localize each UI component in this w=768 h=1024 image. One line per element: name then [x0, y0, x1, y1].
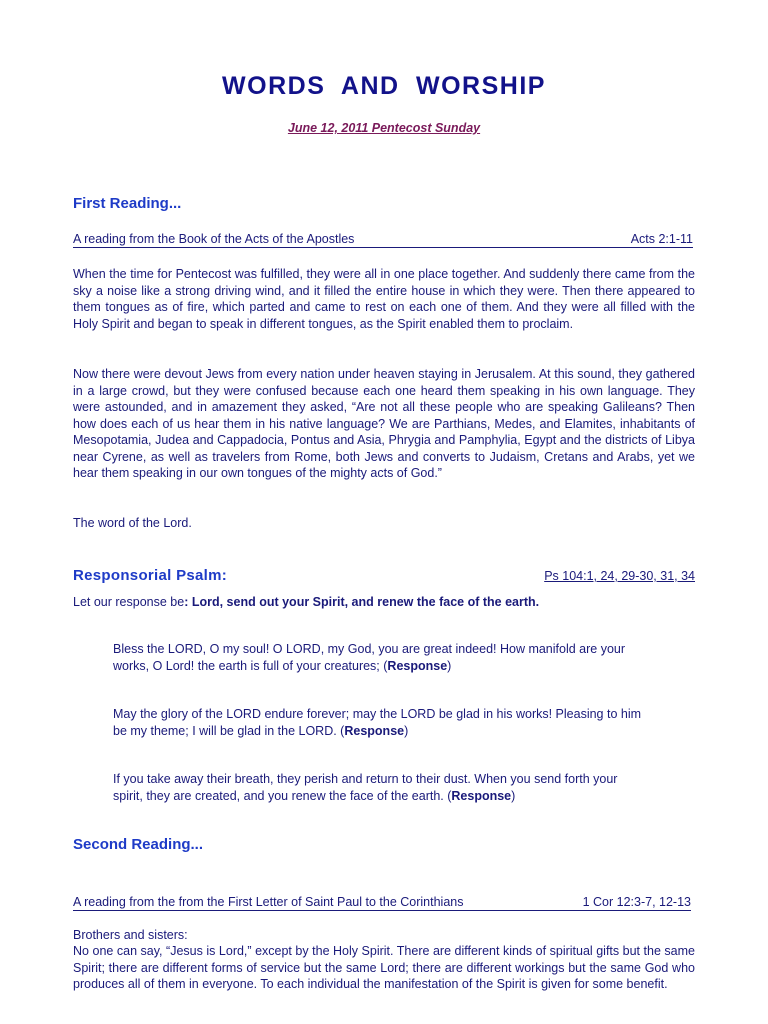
- psalm-verse-1: Bless the LORD, O my soul! O LORD, my God, you are great indeed! How manifold are your works, O Lord! the earth is full of your creatures; (Response): [113, 642, 626, 673]
- first-reading-paragraph-2: Now there were devout Jews from every nation under heaven staying in Jerusalem. At this sound, they gathered in a large crowd, but they were confused because each one heard them speaking in his own language. They were astounded, and in amazement they asked, “Are not all these people who are speaking Galileans? Then how does each of us hear them in his native language? We are Parthians, Medes, and Elamites, inhabitants of Mesopotamia, Judea and Cappadocia, Pontus and Asia, Phrygia and Pamphylia, Egypt and the districts of Libya near Cyrene, as well as travelers from Rome, both Jews and converts to Judaism, Cretans and Arabs, yet we hear them speaking in our own tongues of the mighty acts of God.”: [73, 367, 695, 480]
- second-reading-source-line: [73, 895, 691, 911]
- psalm-verse-2: May the glory of the LORD endure forever; may the LORD be glad in his works! Pleasing to him be my theme; I will be glad in the LORD. (Response): [113, 707, 642, 738]
- psalm-citation: Ps 104:1, 24, 29-30, 31, 34: [544, 569, 695, 583]
- second-reading-paragraph: No one can say, “Jesus is Lord,” except by the Holy Spirit. There are different kinds of spiritual gifts but the same Spirit; there are different forms of service but the same Lord; there are different workings but the same God who produces all of them in everyone. To each individual the manifestation of the Spirit is given for some benefit.: [73, 944, 695, 991]
- second-reading-heading: Second Reading...: [73, 836, 204, 853]
- first-reading-source: A reading from the Book of the Acts of the Apostles: [73, 232, 355, 246]
- page-subtitle: June 12, 2011 Pentecost Sunday: [287, 121, 481, 135]
- first-reading-citation: Acts 2:1-11: [630, 232, 693, 246]
- page-title: WORDS AND WORSHIP: [222, 72, 546, 100]
- first-reading-closing: The word of the Lord.: [73, 516, 192, 530]
- first-reading-heading: First Reading...: [73, 195, 182, 212]
- psalm-response-intro: Let our response be: [73, 595, 185, 609]
- second-reading-greeting: Brothers and sisters:: [73, 928, 188, 942]
- psalm-heading: Responsorial Psalm:: [73, 567, 228, 584]
- psalm-response-line: [73, 594, 695, 611]
- first-reading-paragraph-1: When the time for Pentecost was fulfilled, they were all in one place together. And suddenly there came from the sky a noise like a strong driving wind, and it filled the entire house in which they were. Then there appeared to them tongues as of fire, which parted and came to rest on each one of them. And they were all filled with the Holy Spirit and began to speak in different tongues, as the Spirit enabled them to proclaim.: [73, 267, 695, 331]
- first-reading-source-line: [73, 232, 693, 248]
- second-reading-citation: 1 Cor 12:3-7, 12-13: [582, 895, 691, 909]
- second-reading-source: A reading from the from the First Letter of Saint Paul to the Corinthians: [73, 895, 464, 909]
- psalm-header: [73, 567, 695, 584]
- psalm-verse-3: If you take away their breath, they perish and return to their dust. When you send forth your spirit, they are created, and you renew the face of the earth. (Response): [113, 772, 618, 803]
- psalm-response-text: : Lord, send out your Spirit, and renew the face of the earth.: [184, 595, 540, 609]
